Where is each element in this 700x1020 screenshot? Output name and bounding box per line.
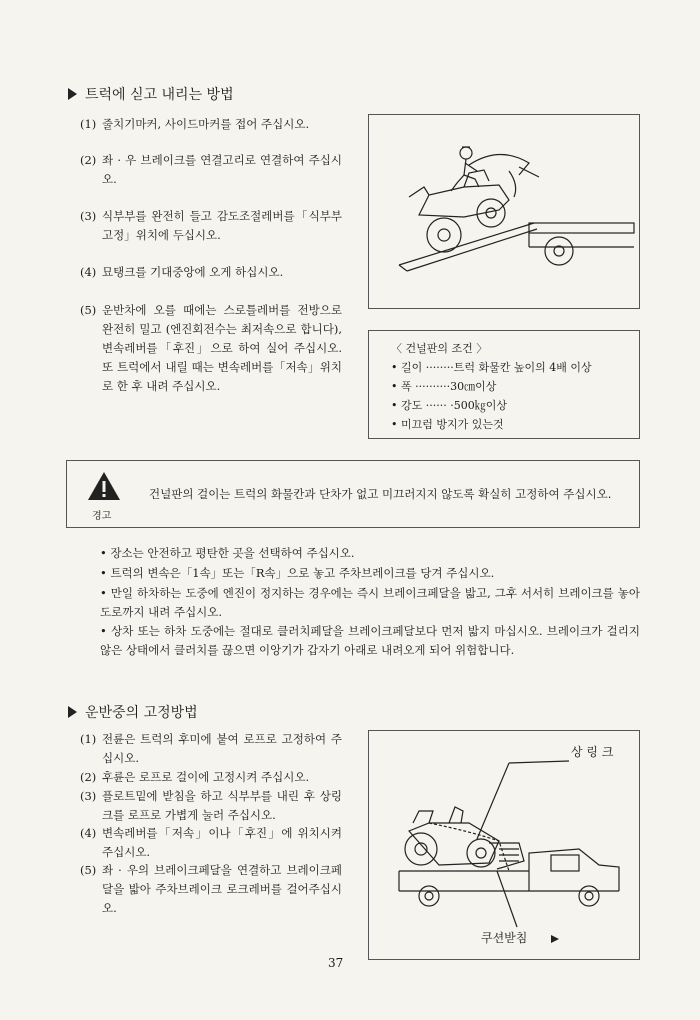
conditions-title: 〈 건널판의 조건 〉 <box>391 342 488 355</box>
note-item: • 트럭의 변속은「1속」또는「R속」으로 놓고 주차브레이크를 당겨 주십시오. <box>100 566 495 580</box>
note-item: • 만일 하차하는 도중에 엔진이 정지하는 경우에는 즉시 브레이크페달을 밟고, 그후 서서히 브레이크를 놓아 도로까지 내려 주십시오. <box>100 586 640 619</box>
warning-label: 경고 <box>92 511 112 522</box>
condition-item: • 폭 ··········30㎝이상 <box>391 380 497 393</box>
warning-triangle-icon <box>87 471 121 501</box>
step-item: (1) 전륜은 트럭의 후미에 붙여 로프로 고정하여 주십시오. <box>80 732 342 765</box>
note-item: • 장소는 안전하고 평탄한 곳을 선택하여 주십시오. <box>100 546 355 560</box>
note-item: • 상차 또는 하차 도중에는 절대로 클러치페달을 브레이크페달보다 먼저 밟지 마십시오. 브레이크가 걸리지 않은 상태에서 클러치를 끊으면 이앙기가 갑자기 아래로 내려오게 되어 위험합니다. <box>100 624 640 657</box>
condition-item: • 미끄럼 방지가 있는것 <box>391 418 504 431</box>
step-item: (5) 운반차에 오를 때에는 스로틀레버를 전방으로 완전히 밀고 (엔진회전수는 최저속으로 합니다), 변속레버를「후진」으로 하여 실어 주십시오. 또 트럭에서 내릴 때는 변속레버를「저속」위치로 한 후 내려 주십시오. <box>80 303 342 393</box>
condition-item: • 길이 ········트럭 화물칸 높이의 4배 이상 <box>391 361 592 374</box>
ramp-conditions-box <box>368 330 640 439</box>
figure-truck-loading <box>368 114 640 309</box>
section-title-loading: 트럭에 싣고 내리는 방법 <box>68 84 234 104</box>
upper-link-label: 상 링 크 <box>571 745 614 759</box>
transplanter-ramp-illustration <box>369 115 639 308</box>
transplanter-truck-illustration <box>369 731 639 959</box>
warning-text: 건널판의 걸이는 트럭의 화물칸과 단차가 없고 미끄러지지 않도록 확실히 고정하여 주십시오. <box>149 487 612 501</box>
step-item: (1) 줄치기마커, 사이드마커를 접어 주십시오. <box>80 117 310 131</box>
step-item: (5) 좌 · 우의 브레이크페달을 연결하고 브레이크페달을 밟아 주차브레이크 로크레버를 걸어주십시오. <box>80 863 342 915</box>
cushion-support-label: 쿠션받침 <box>481 931 528 945</box>
step-item: (3) 플로트밑에 받침을 하고 식부부를 내린 후 상링크를 로프로 가볍게 눌러 주십시오. <box>80 789 342 822</box>
step-item: (3) 식부부를 완전히 들고 감도조절레버를「식부부 고정」위치에 두십시오. <box>80 209 342 242</box>
warning-box <box>66 460 640 528</box>
condition-item: • 강도 ······ ·500㎏이상 <box>391 399 507 412</box>
step-item: (4) 묘탱크를 기대중앙에 오게 하십시오. <box>80 265 284 279</box>
section-title-transport: 운반중의 고정방법 <box>68 702 198 722</box>
step-item: (4) 변속레버를「저속」이나「후진」에 위치시켜 주십시오. <box>80 826 342 859</box>
pointer-arrow-icon <box>551 935 559 943</box>
step-item: (2) 좌 · 우 브레이크를 연결고리로 연결하여 주십시오. <box>80 153 342 186</box>
page-number: 37 <box>328 956 344 970</box>
step-item: (2) 후륜은 로프로 걸이에 고정시켜 주십시오. <box>80 770 310 784</box>
figure-truck-transport <box>368 730 640 960</box>
triangle-bullet-icon <box>68 88 77 100</box>
triangle-bullet-icon <box>68 706 77 718</box>
